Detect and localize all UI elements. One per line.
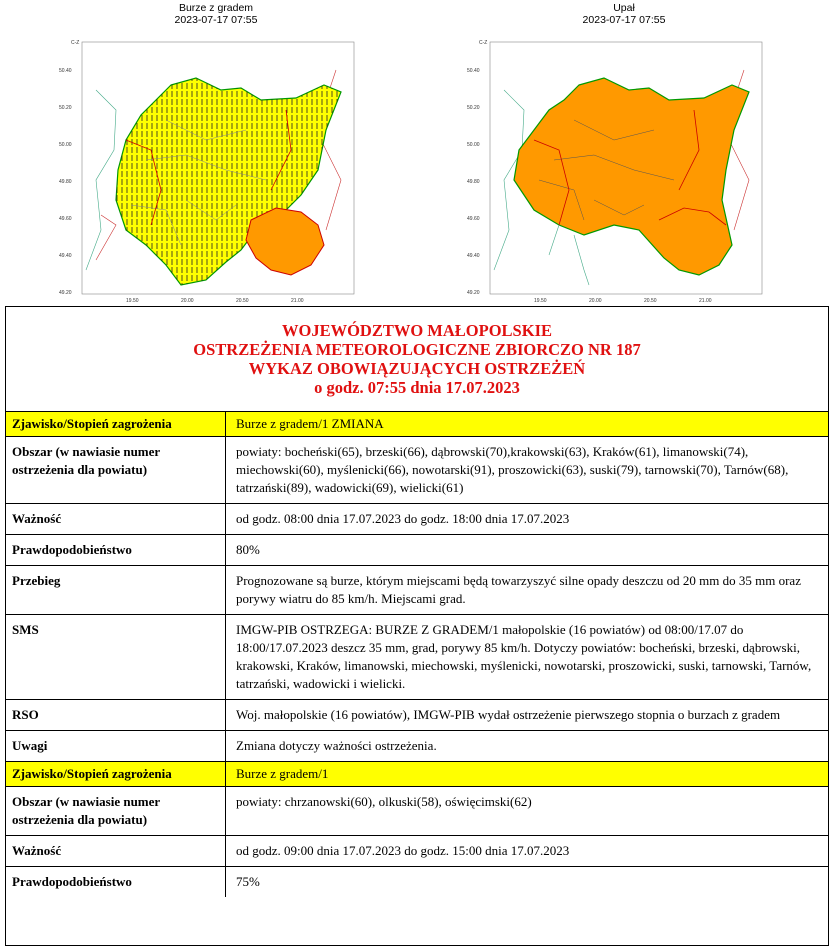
x-ticks <box>534 298 712 304</box>
svg-text:50.20: 50.20 <box>467 105 480 111</box>
header-line-2: OSTRZEŻENIA METEOROLOGICZNE ZBIORCZO NR 187 <box>193 340 641 359</box>
row-label: Przebieg <box>6 566 226 615</box>
svg-text:19.50: 19.50 <box>534 298 547 304</box>
row-value: od godz. 08:00 dnia 17.07.2023 do godz. 18:00 dnia 17.07.2023 <box>226 504 829 535</box>
svg-text:49.80: 49.80 <box>467 179 480 185</box>
svg-text:20.00: 20.00 <box>181 298 194 304</box>
svg-text:50.40: 50.40 <box>59 68 72 74</box>
corner-label: C-Z <box>479 40 488 46</box>
svg-text:49.20: 49.20 <box>467 290 480 296</box>
svg-text:49.40: 49.40 <box>467 253 480 259</box>
row-label: Prawdopodobieństwo <box>6 867 226 898</box>
map-title: Upał <box>613 2 635 14</box>
y-ticks <box>467 68 480 296</box>
row-label: Zjawisko/Stopień zagrożenia <box>6 412 226 437</box>
map-caption <box>56 0 376 30</box>
svg-text:50.00: 50.00 <box>59 142 72 148</box>
map-date: 2023-07-17 07:55 <box>174 14 258 26</box>
warning-map-storms <box>56 30 376 306</box>
table-row <box>6 437 828 504</box>
row-value: powiaty: chrzanowski(60), olkuski(58), oświęcimski(62) <box>226 787 829 836</box>
header-line-3: WYKAZ OBOWIĄZUJĄCYCH OSTRZEŻEŃ <box>248 359 586 378</box>
x-ticks <box>126 298 304 304</box>
table-row <box>6 867 828 898</box>
svg-text:19.50: 19.50 <box>126 298 139 304</box>
table-row <box>6 836 828 867</box>
warnings-document <box>5 306 829 946</box>
corner-label: C-Z <box>71 40 80 46</box>
map-caption <box>464 0 784 30</box>
map-title: Burze z gradem <box>178 2 254 14</box>
svg-text:49.20: 49.20 <box>59 290 72 296</box>
row-value: IMGW-PIB OSTRZEGA: BURZE Z GRADEM/1 małopolskie (16 powiatów) od 08:00/17.07 do 18:00/17.07.2023 deszcz 35 mm, grad, porywy 85 km/h. Dotyczy powiatów: bocheński, brzeski, dąbrowski, krakowski, Kraków, limanowski, miechowski, myślenicki, nowotarski, proszowicki, suski, tarnowski, Tarnów, tatrzański, wadowicki i wielicki. <box>226 615 829 700</box>
table-row <box>6 566 828 615</box>
row-label: SMS <box>6 615 226 700</box>
table-row <box>6 504 828 535</box>
row-value: od godz. 09:00 dnia 17.07.2023 do godz. 15:00 dnia 17.07.2023 <box>226 836 829 867</box>
map-date: 2023-07-17 07:55 <box>582 14 666 26</box>
table-row <box>6 412 828 437</box>
row-label: RSO <box>6 700 226 731</box>
row-label: Obszar (w nawiasie numer ostrzeżenia dla powiatu) <box>6 437 226 504</box>
table-row <box>6 787 828 836</box>
svg-text:50.20: 50.20 <box>59 105 72 111</box>
table-row <box>6 700 828 731</box>
row-label: Ważność <box>6 504 226 535</box>
row-label: Obszar (w nawiasie numer ostrzeżenia dla powiatu) <box>6 787 226 836</box>
table-row <box>6 731 828 762</box>
map-burze <box>56 0 376 306</box>
svg-text:50.00: 50.00 <box>467 142 480 148</box>
row-value: Zmiana dotyczy ważności ostrzeżenia. <box>226 731 829 762</box>
document-header <box>6 307 828 411</box>
svg-text:49.60: 49.60 <box>59 216 72 222</box>
row-label: Zjawisko/Stopień zagrożenia <box>6 762 226 787</box>
warning-map-heat <box>464 30 784 306</box>
row-value: 80% <box>226 535 829 566</box>
row-value: 75% <box>226 867 829 898</box>
row-value: powiaty: bocheński(65), brzeski(66), dąbrowski(70),krakowski(63), Kraków(61), limanowski(74), miechowski(60), myślenicki(66), nowotarski(91), proszowicki(63), suski(79), tarnowski(70), Tarnów(68), tatrzański(89), wadowicki(69), wielicki(61) <box>226 437 829 504</box>
svg-text:20.00: 20.00 <box>589 298 602 304</box>
table-row <box>6 615 828 700</box>
svg-text:49.40: 49.40 <box>59 253 72 259</box>
row-value: Woj. małopolskie (16 powiatów), IMGW-PIB wydał ostrzeżenie pierwszego stopnia o burzach z gradem <box>226 700 829 731</box>
row-value: Prognozowane są burze, którym miejscami będą towarzyszyć silne opady deszczu od 20 mm do 35 mm oraz porywy wiatru do 85 km/h. Miejscami grad. <box>226 566 829 615</box>
table-row <box>6 762 828 787</box>
row-label: Uwagi <box>6 731 226 762</box>
svg-text:50.40: 50.40 <box>467 68 480 74</box>
svg-text:20.50: 20.50 <box>236 298 249 304</box>
svg-text:21.00: 21.00 <box>291 298 304 304</box>
warnings-table <box>6 411 828 897</box>
row-value: Burze z gradem/1 <box>226 762 829 787</box>
svg-text:21.00: 21.00 <box>699 298 712 304</box>
row-label: Prawdopodobieństwo <box>6 535 226 566</box>
header-line-4: o godz. 07:55 dnia 17.07.2023 <box>314 378 520 397</box>
svg-text:20.50: 20.50 <box>644 298 657 304</box>
header-line-1: WOJEWÓDZTWO MAŁOPOLSKIE <box>282 321 552 340</box>
row-label: Ważność <box>6 836 226 867</box>
svg-text:49.80: 49.80 <box>59 179 72 185</box>
y-ticks <box>59 68 72 296</box>
svg-text:49.60: 49.60 <box>467 216 480 222</box>
row-value: Burze z gradem/1 ZMIANA <box>226 412 829 437</box>
table-row <box>6 535 828 566</box>
map-upal <box>464 0 784 306</box>
